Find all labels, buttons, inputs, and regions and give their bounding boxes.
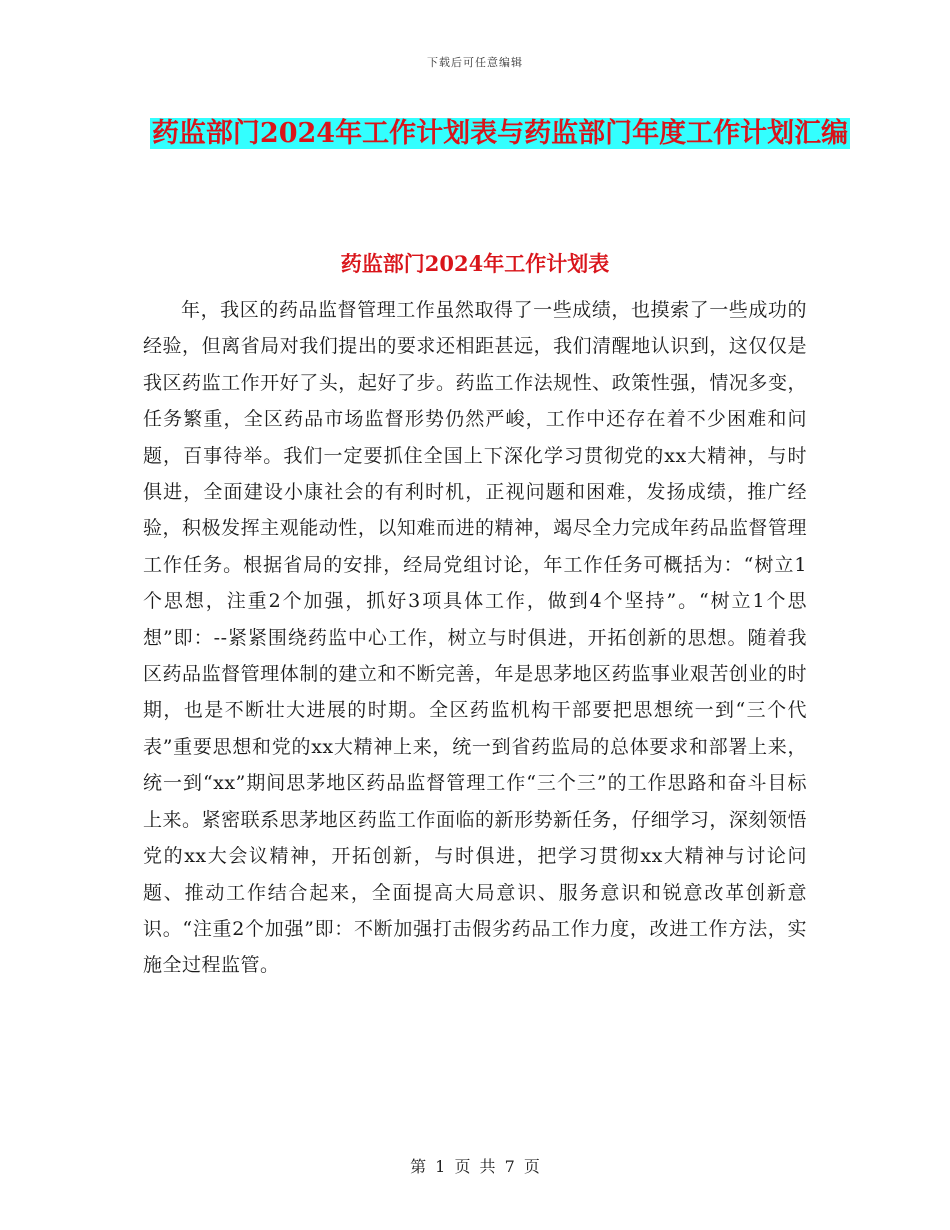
body-paragraph: 年，我区的药品监督管理工作虽然取得了一些成绩，也摸索了一些成功的经验，但离省局对我们提出的要求还相距甚远，我们清醒地认识到，这仅仅是我区药监工作开好了头，起好了步。药监工作法规性、政策性强，情况多变，任务繁重，全区药品市场监督形势仍然严峻，工作中还存在着不少困难和问题，百事待举。我们一定要抓住全国上下深化学习贯彻党的xx大精神，与时俱进，全面建设小康社会的有利时机，正视问题和困难，发扬成绩，推广经验，积极发挥主观能动性，以知难而进的精神，竭尽全力完成年药品监督管理工作任务。根据省局的安排，经局党组讨论，年工作任务可概括为：“树立1个思想，注重2个加强，抓好3项具体工作，做到4个坚持”。“树立1个思想”即：--紧紧围绕药监中心工作，树立与时俱进，开拓创新的思想。随着我区药品监督管理体制的建立和不断完善，年是思茅地区药监事业艰苦创业的时期，也是不断壮大进展的时期。全区药监机构干部要把思想统一到“三个代表”重要思想和党的xx大精神上来，统一到省药监局的总体要求和部署上来，统一到“xx”期间思茅地区药品监督管理工作“三个三”的工作思路和奋斗目标上来。紧密联系思茅地区药监工作面临的新形势新任务，仔细学习，深刻领悟党的xx大会议精神，开拓创新，与时俱进，把学习贯彻xx大精神与讨论问题、推动工作结合起来，全面提高大局意识、服务意识和锐意改革创新意识。“注重2个加强”即：不断加强打击假劣药品工作力度，改进工作方法，实施全过程监管。 — [143, 299, 807, 977]
document-sub-title: 药监部门2024年工作计划表 — [340, 251, 610, 276]
page-number-footer: 第 1 页 共 7 页 — [410, 1157, 540, 1176]
document-main-title — [140, 112, 860, 156]
main-title-text: 药监部门2024年工作计划表与药监部门年度工作计划汇编 — [151, 118, 849, 149]
header-note: 下载后可任意编辑 — [427, 56, 523, 69]
